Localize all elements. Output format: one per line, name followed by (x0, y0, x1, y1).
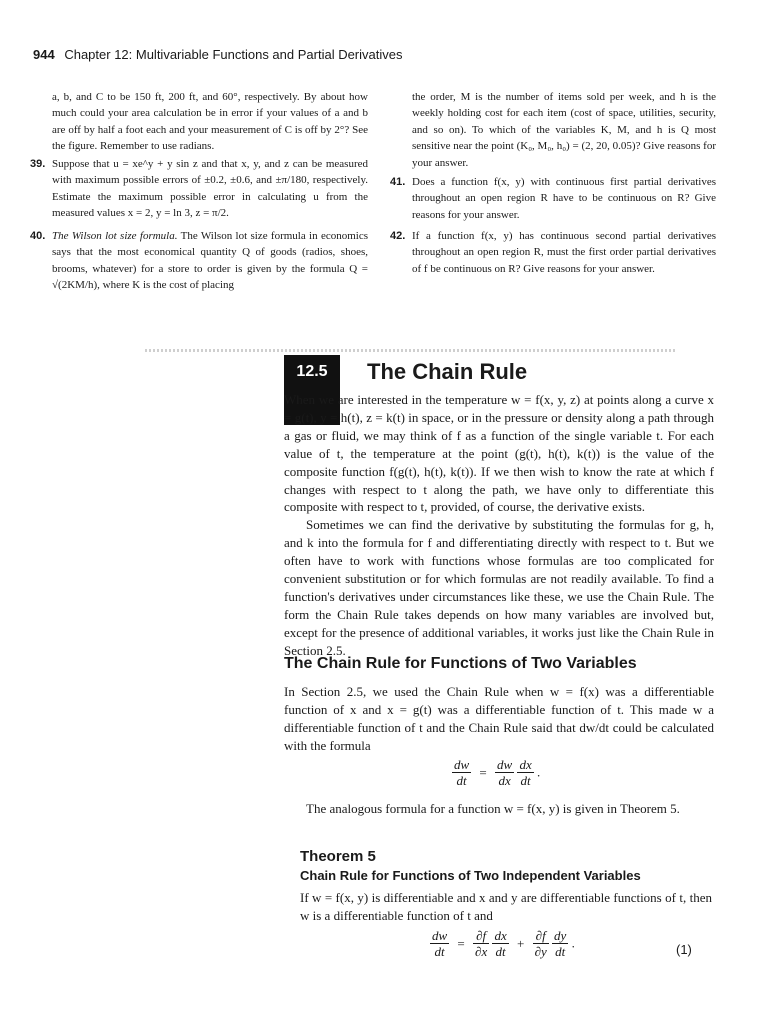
exercise-text: If a function f(x, y) has continuous second partial derivatives throughout an open region R, must the first order partial derivatives of f be continuous on R? Give reasons for your answer. (412, 230, 716, 275)
exercise-41 (390, 174, 716, 223)
exercise-40 (30, 228, 368, 294)
exercise-text: Suppose that u = xe^y + y sin z and that x, y, and z can be measured with maximum possible errors of ±0.2, ±0.6, and ±π/180, respectively. Estimate the maximum possible error in calculating u from the measured values x = 2, y = ln 3, z = π/2. (52, 158, 368, 220)
fraction: $\frac{dw}{dt}$ (432, 928, 448, 959)
continued-exercise-text: the order, M is the number of items sold per week, and h is the weekly holding cost for each item (cost of space, utilities, security, and so on). To which of the variables K, M, and h is Q most sensitive near the point (K₀, M₀, h₀) = (2, 20, 0.05)? Give reasons for your answer. (412, 91, 716, 169)
subsection-heading: The Chain Rule for Functions of Two Variables (284, 655, 637, 672)
section-divider (145, 349, 675, 352)
equation-tag: (1) (676, 942, 692, 957)
right-column (412, 89, 716, 171)
running-head: Chapter 12: Multivariable Functions and Partial Derivatives (64, 47, 403, 62)
theorem-text: If w = f(x, y) is differentiable and x and y are differentiable functions of t, then w is a differentiable function of t and (300, 890, 712, 923)
theorem-title: Chain Rule for Functions of Two Independent Variables (300, 868, 641, 883)
page-header (33, 47, 403, 62)
after-equation-text: The analogous formula for a function w = f(x, y) is given in Theorem 5. (306, 801, 680, 816)
fraction: $\frac{dy}{dt}$ (554, 928, 567, 959)
exercise-39 (30, 156, 368, 222)
theorem-label: Theorem 5 (300, 848, 376, 865)
continued-exercise-text: a, b, and C to be 150 ft, 200 ft, and 60°, respectively. By about how much could your area calculation be in error if your values of a and b are off by half a foot each and your measurement of C is off by 2°? See the figure. Remember to use radians. (52, 91, 368, 153)
exercise-42 (390, 228, 716, 277)
fraction: $\frac{\partial f}{\partial y}$ (534, 928, 547, 959)
paragraph: Sometimes we can find the derivative by substituting the formulas for g, h, and k into the formula for f and differentiating directly with respect to t. But we often have to work with functions whose formulas are too complicated for convenient substitution or for which formulas are not readily available. To find a function's derivatives under circumstances like these, we use the Chain Rule. The form the Chain Rule takes depends on how many variables are involved but, except for the presence of additional variables, it works just like the Chain Rule in Section 2.5. (284, 517, 714, 658)
fraction: $\frac{dw}{dx}$ (497, 757, 513, 788)
exercise-number: 40. (30, 230, 46, 242)
exercise-number: 41. (390, 176, 406, 188)
section-number: 12.5 (296, 363, 328, 380)
chain-rule-equation: $\frac{dw}{dt}$ = $\frac{dw}{dx}$ $\frac{dx}{dt}$ . (454, 757, 541, 788)
exercise-title: The Wilson lot size formula. (52, 230, 178, 242)
page-number: 944 (33, 47, 55, 62)
subsection-paragraph: In Section 2.5, we used the Chain Rule when w = f(x) was a differentiable function of x and x = g(t) was a differentiable function of t. This made w a differentiable function of t and the Chain Rule said that dw/dt could be calculated with the formula (284, 684, 714, 753)
exercise-text: The Wilson lot size formula in economics says that the most economical quantity Q of goods (radios, shoes, brooms, whatever) for a store to order is given by the formula Q = √(2KM/h), where K is the cost of placing (52, 230, 368, 292)
section-body (284, 391, 714, 660)
fraction: $\frac{dx}{dt}$ (519, 757, 532, 788)
section-title: The Chain Rule (367, 359, 528, 384)
exercise-number: 42. (390, 230, 406, 242)
exercise-text: Does a function f(x, y) with continuous first partial derivatives throughout an open region R have to be continuous on R? Give reasons for your answer. (412, 176, 716, 221)
fraction: $\frac{dx}{dt}$ (494, 928, 507, 959)
fraction: $\frac{dw}{dt}$ (454, 757, 470, 788)
theorem-equation: $\frac{dw}{dt}$ = $\frac{\partial f}{\partial x}$ $\frac{dx}{dt}$ + $\frac{\partial f}{\partial y}$ $\frac{dy}{dt}$ . (432, 928, 575, 959)
paragraph: When we are interested in the temperature w = f(x, y, z) at points along a curve x = g(t), y = h(t), z = k(t) in space, or in the pressure or density along a path through a gas or fluid, we may think of f as a function of the single variable t. For each value of t, the temperature at the point (g(t), h(t), k(t)) is the value of the composite function f(g(t), h(t), k(t)). If we then wish to know the rate at which f changes with respect to t along the path, we have only to differentiate this composite with respect to t, provided, of course, the derivative exists. (284, 392, 714, 515)
left-column (52, 89, 368, 155)
exercise-number: 39. (30, 158, 46, 170)
fraction: $\frac{\partial f}{\partial x}$ (475, 928, 488, 959)
